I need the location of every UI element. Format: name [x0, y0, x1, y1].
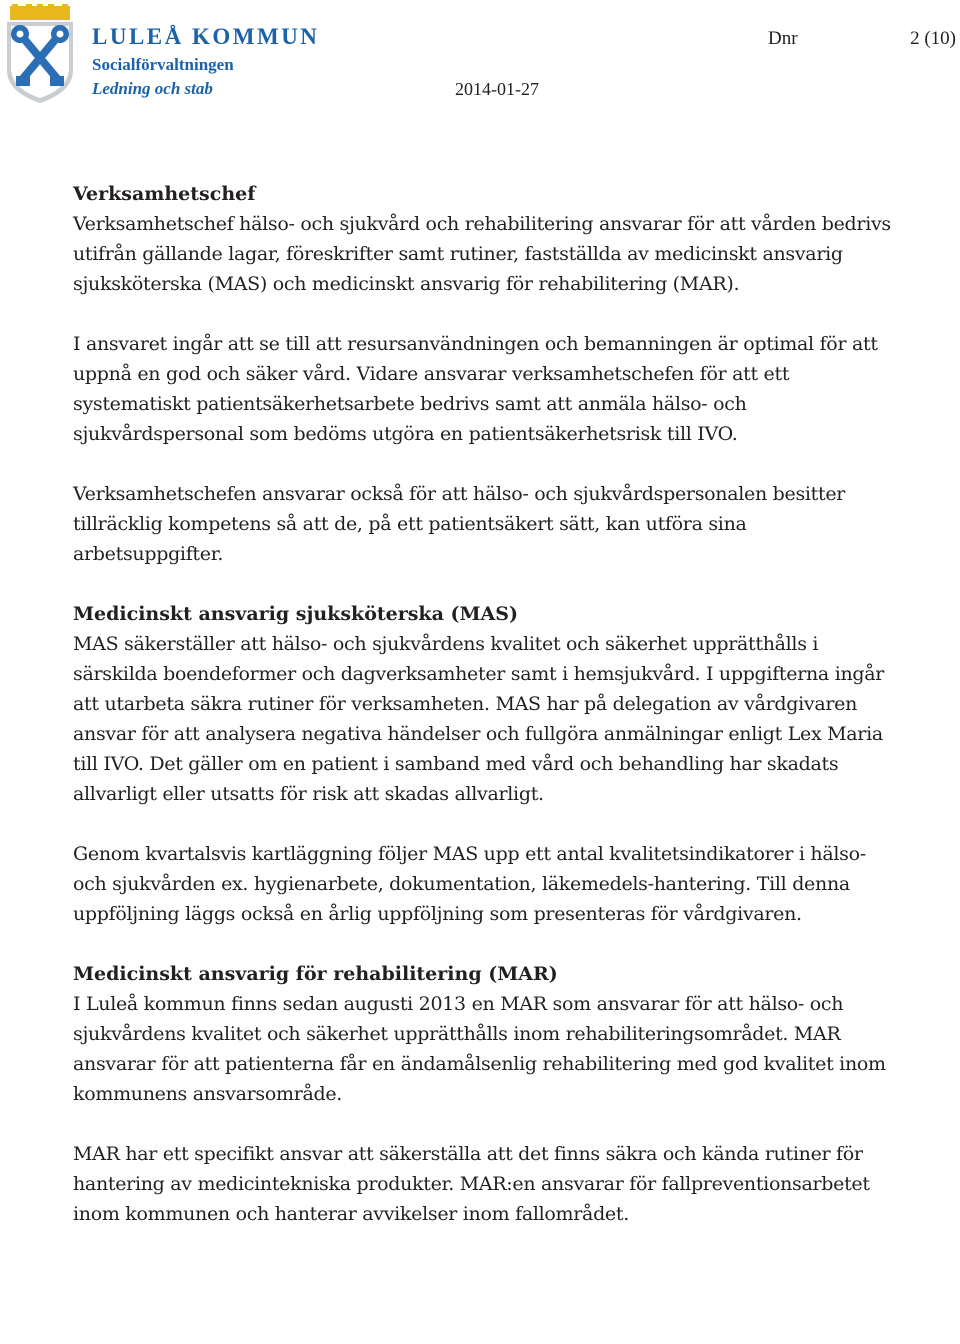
document-header	[0, 0, 960, 110]
section-mar	[73, 959, 893, 1229]
unit-name: Ledning och stab	[92, 79, 213, 98]
paragraph: Verksamhetschefen ansvarar också för att hälso- och sjukvårdspersonalen besitter tillräcklig kompetens så att de, på ett patientsäkert sätt, kan utföra sina arbetsuppgifter.	[73, 483, 846, 565]
section-mas	[73, 599, 893, 929]
section-heading: Medicinskt ansvarig för rehabilitering (MAR)	[73, 963, 558, 985]
department-name: Socialförvaltningen	[92, 55, 234, 74]
section-heading: Medicinskt ansvarig sjuksköterska (MAS)	[73, 603, 518, 625]
paragraph: Genom kvartalsvis kartläggning följer MAS upp ett antal kvalitetsindikatorer i hälso- och sjukvården ex. hygienarbete, dokumentation, läkemedels-hantering. Till denna uppföljning läggs också en årlig uppföljning som presenteras för vårdgivaren.	[73, 843, 866, 925]
paragraph: I ansvaret ingår att se till att resursanvändningen och bemanningen är optimal för att uppnå en god och säker vård. Vidare ansvarar verksamhetschefen för att ett systematiskt patientsäkerhetsarbete bedrivs samt att anmäla hälso- och sjukvårdspersonal som bedöms utgöra en patientsäkerhetsrisk till IVO.	[73, 333, 878, 445]
paragraph: Verksamhetschef hälso- och sjukvård och rehabilitering ansvarar för att vården bedrivs utifrån gällande lagar, föreskrifter samt rutiner, fastställda av medicinskt ansvarig sjuksköterska (MAS) och medicinskt ansvarig för rehabilitering (MAR).	[73, 213, 891, 295]
crossed-keys-coat-of-arms-icon	[4, 4, 76, 104]
organization-name: LULEÅ KOMMUN	[92, 24, 320, 49]
paragraph: I Luleå kommun finns sedan augusti 2013 en MAR som ansvarar för att hälso- och sjukvårdens kvalitet och säkerhet upprätthålls inom rehabiliteringsområdet. MAR ansvarar för att patienterna får en ändamålsenlig rehabilitering med god kvalitet inom kommunens ansvarsområde.	[73, 993, 886, 1105]
document-date: 2014-01-27	[455, 79, 539, 99]
section-heading: Verksamhetschef	[73, 183, 256, 205]
section-verksamhetschef	[73, 179, 893, 569]
page-number: 2 (10)	[910, 28, 956, 49]
dnr-label: Dnr	[768, 28, 798, 49]
paragraph: MAS säkerställer att hälso- och sjukvårdens kvalitet och säkerhet upprätthålls i särskilda boendeformer och dagverksamheter samt i hemsjukvård. I uppgifterna ingår att utarbeta säkra rutiner för verksamheten. MAS har på delegation av vårdgivaren ansvar för att analysera negativa händelser och fullgöra anmälningar enligt Lex Maria till IVO. Det gäller om en patient i samband med vård och behandling har skadats allvarligt eller utsatts för risk att skadas allvarligt.	[73, 633, 885, 805]
paragraph: MAR har ett specifikt ansvar att säkerställa att det finns säkra och kända rutiner för hantering av medicintekniska produkter. MAR:en ansvarar för fallpreventionsarbetet inom kommunen och hanterar avvikelser inom fallområdet.	[73, 1143, 870, 1225]
document-body	[73, 179, 893, 1229]
